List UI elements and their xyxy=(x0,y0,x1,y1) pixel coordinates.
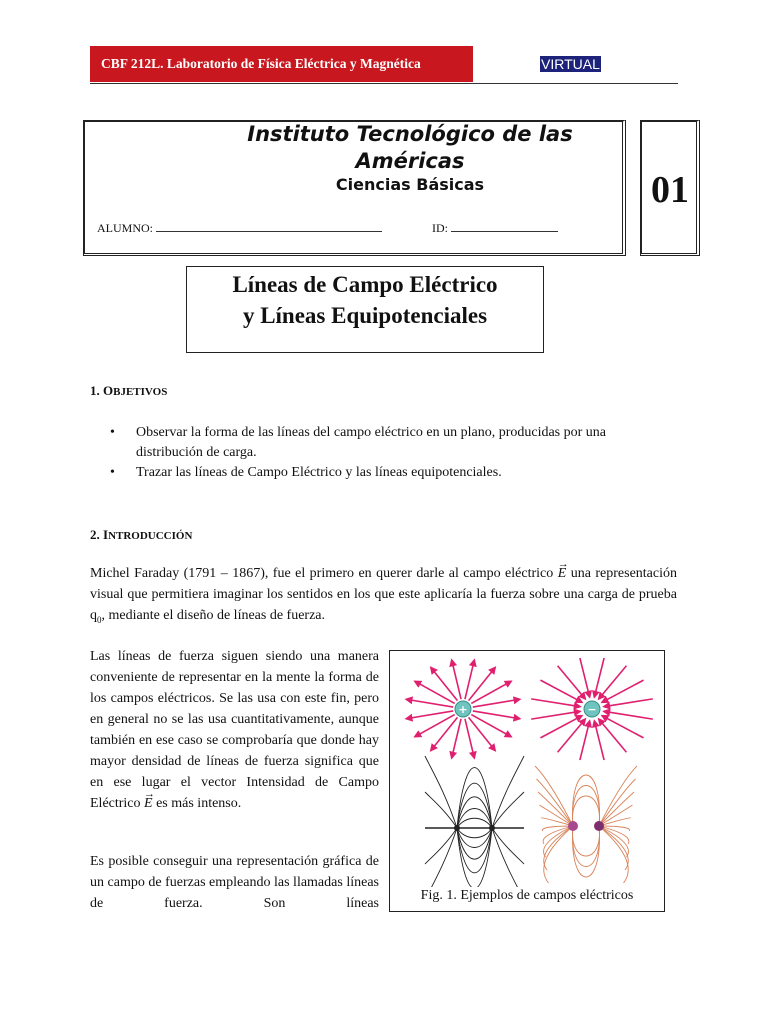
course-banner: CBF 212L. Laboratorio de Física Eléctrica y Magnética xyxy=(90,46,473,82)
dipole-line xyxy=(457,828,492,873)
objectives-list xyxy=(110,423,670,483)
pair-line xyxy=(599,779,636,826)
dipole-line xyxy=(425,756,457,828)
field-line xyxy=(594,658,604,697)
section-rest: BJETIVOS xyxy=(113,386,168,398)
intro-paragraph-2 xyxy=(90,646,379,814)
paragraph-text: una representación visual que permitiera imaginar los sentidos en los que este aplicaría la fuerza sobre una carga de prueba q xyxy=(90,566,678,623)
positive-sign: + xyxy=(458,703,468,716)
alumno-blank-line[interactable] xyxy=(156,221,382,232)
section-heading-introduccion xyxy=(90,527,192,543)
field-line xyxy=(471,715,511,737)
field-line xyxy=(599,719,627,752)
id-label: ID: xyxy=(432,221,448,235)
subscript: 0 xyxy=(97,614,102,625)
section-initial: I xyxy=(103,527,109,542)
dipole-line xyxy=(425,792,457,828)
field-line xyxy=(471,681,511,703)
alumno-label: ALUMNO: xyxy=(97,221,153,235)
paragraph-text: es más intenso. xyxy=(156,796,242,811)
field-line xyxy=(406,711,453,719)
field-line xyxy=(580,658,590,697)
dipole-line xyxy=(492,756,524,828)
negative-sign: − xyxy=(587,703,597,716)
field-line xyxy=(473,711,520,719)
dipole-line xyxy=(457,768,492,828)
section-heading-objetivos xyxy=(90,383,167,399)
dipole-charge-right xyxy=(489,825,495,831)
institute-name xyxy=(210,121,610,175)
dipole-line xyxy=(492,792,524,828)
field-line xyxy=(406,699,453,707)
field-line xyxy=(602,680,644,702)
lab-title-line1: Líneas de Campo Eléctrico xyxy=(232,272,498,297)
intro-paragraph-3 xyxy=(90,851,379,914)
id-field[interactable] xyxy=(432,221,558,236)
field-line xyxy=(452,719,461,758)
bullet-icon: • xyxy=(110,465,115,480)
section-initial: O xyxy=(103,383,114,398)
header-rule xyxy=(90,83,678,84)
section-number: 1. xyxy=(90,383,103,398)
field-line xyxy=(558,666,586,699)
like-charges-field-lines xyxy=(535,766,637,883)
field-line xyxy=(431,717,458,750)
pair-charge-right xyxy=(594,821,604,831)
pair-charge-left xyxy=(568,821,578,831)
pair-line xyxy=(535,766,573,826)
field-line xyxy=(594,721,604,760)
list-item xyxy=(110,463,670,483)
dipole-line xyxy=(492,828,524,887)
pair-line xyxy=(573,786,600,827)
dipole-line xyxy=(457,783,492,828)
pair-line xyxy=(599,766,637,826)
dipole-field-lines xyxy=(425,756,524,887)
pair-line xyxy=(573,826,600,877)
dipole-line xyxy=(457,818,492,828)
field-line xyxy=(558,719,586,752)
vector-e-symbol: → E xyxy=(144,793,153,814)
section-number: 2. xyxy=(90,527,103,542)
field-line xyxy=(540,680,582,702)
pair-line xyxy=(537,779,574,826)
lab-title-line2: y Líneas Equipotenciales xyxy=(242,303,488,328)
pair-line xyxy=(599,826,628,870)
pair-line xyxy=(573,826,600,856)
institute-name-line2: Américas xyxy=(355,149,465,173)
pair-line xyxy=(573,826,600,867)
dipole-line xyxy=(457,828,492,887)
virtual-tag: VIRTUAL xyxy=(541,56,600,72)
field-line xyxy=(469,667,496,700)
section-rest: NTRODUCCIÓN xyxy=(108,530,193,542)
field-line xyxy=(604,699,653,707)
dipole-charge-left xyxy=(454,825,460,831)
pair-line xyxy=(573,796,600,826)
alumno-field[interactable] xyxy=(97,221,382,236)
figure-caption: Fig. 1. Ejemplos de campos eléctricos xyxy=(420,888,634,903)
pair-line xyxy=(573,775,600,826)
field-line xyxy=(465,660,474,699)
department-name: Ciencias Básicas xyxy=(335,175,485,194)
field-line xyxy=(469,717,496,750)
paragraph-text: Las líneas de fuerza siguen siendo una manera conveniente de representar en la mente la forma de los campos eléctricos. Se las usa con este fin, pero en general no se las usa cuantitativamente, aunque también en ese caso se comprobaría que donde hay mayor densidad de líneas de fuerza significa que en ese lugar el vector Intensidad de Campo Eléctrico xyxy=(90,649,379,811)
lab-number: 01 xyxy=(651,169,689,211)
dipole-line xyxy=(457,828,492,838)
paragraph-text: , mediante el diseño de líneas de fuerza. xyxy=(101,608,326,623)
objective-text: Trazar las líneas de Campo Eléctrico y las líneas equipotenciales. xyxy=(136,465,502,480)
field-line xyxy=(415,681,455,703)
institute-name-line1: Instituto Tecnológico de las xyxy=(247,122,573,146)
list-item xyxy=(110,423,670,463)
field-line xyxy=(465,719,474,758)
pair-line xyxy=(544,826,573,870)
dipole-line xyxy=(425,828,457,864)
paragraph-text: Michel Faraday (1791 – 1867), fue el primero en querer darle al campo eléctrico xyxy=(90,566,554,581)
field-line xyxy=(602,716,644,738)
dipole-line xyxy=(425,828,457,887)
id-blank-line[interactable] xyxy=(451,221,558,232)
electric-field-figure xyxy=(390,651,664,887)
field-line xyxy=(473,699,520,707)
vector-e-symbol: → E xyxy=(558,563,567,584)
bullet-icon: • xyxy=(110,425,115,440)
field-line xyxy=(415,715,455,737)
field-line xyxy=(580,721,590,760)
field-line xyxy=(599,666,627,699)
field-line xyxy=(531,711,580,719)
paragraph-text: Es posible conseguir una representación gráfica de un campo de fuerzas empleando las llamadas líneas de fuerza. Son líneas xyxy=(90,854,379,911)
dipole-line xyxy=(492,828,524,864)
objective-text: Observar la forma de las líneas del campo eléctrico en un plano, producidas por una distribución de carga. xyxy=(136,425,606,460)
intro-paragraph-1 xyxy=(90,563,677,631)
field-line xyxy=(540,716,582,738)
field-line xyxy=(531,699,580,707)
field-line xyxy=(431,667,458,700)
field-line xyxy=(604,711,653,719)
field-line xyxy=(452,660,461,699)
